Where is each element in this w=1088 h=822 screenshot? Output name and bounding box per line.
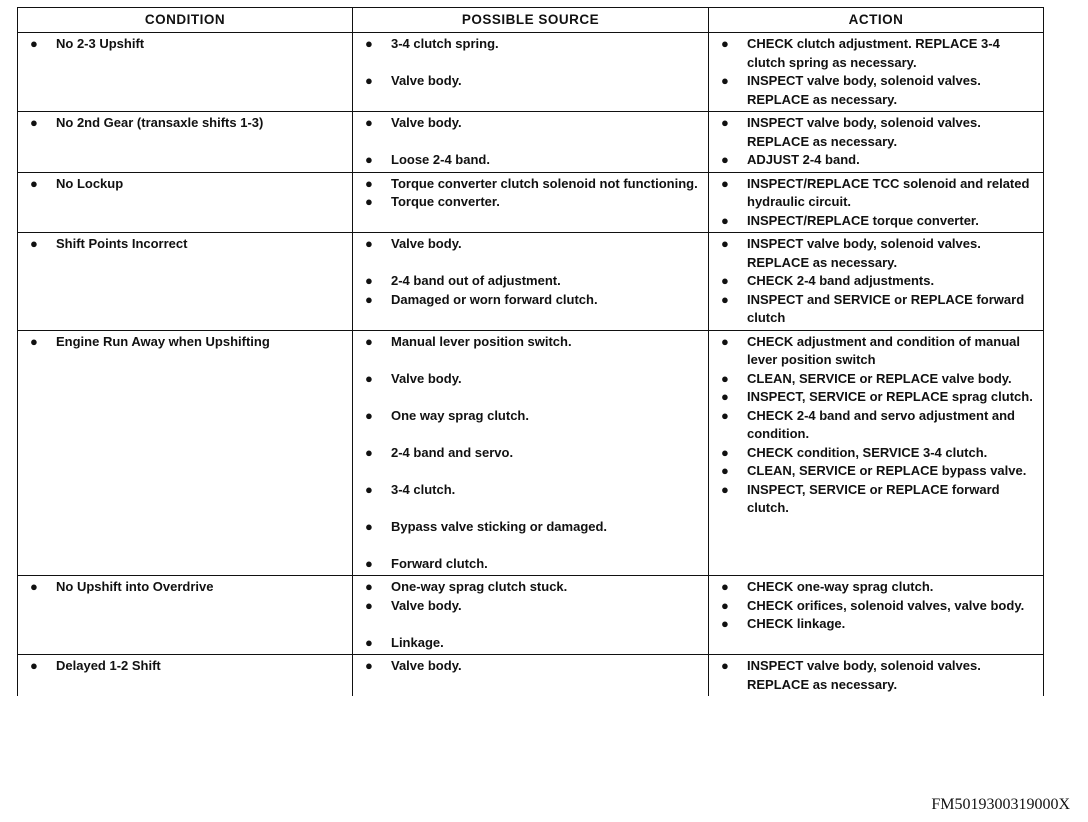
bullet-icon: ● <box>721 333 729 349</box>
action-item <box>721 481 1039 518</box>
table-row <box>18 112 1044 173</box>
bullet-icon: ● <box>721 481 729 497</box>
bullet-icon: ● <box>365 518 373 534</box>
action-text: CHECK linkage. <box>747 616 846 631</box>
condition-item <box>30 235 348 254</box>
condition-cell <box>18 233 353 331</box>
bullet-icon: ● <box>365 444 373 460</box>
action-item <box>721 212 1039 231</box>
bullet-icon: ● <box>721 291 729 307</box>
bullet-icon: ● <box>721 658 729 673</box>
action-text: INSPECT valve body, solenoid valves. REPLACE as necessary. <box>747 115 981 149</box>
source-text: Valve body. <box>391 236 462 251</box>
action-cell <box>709 330 1044 576</box>
condition-item <box>30 657 348 676</box>
source-item <box>365 151 704 170</box>
source-text: Bypass valve sticking or damaged. <box>391 518 608 534</box>
action-item <box>721 272 1039 291</box>
action-cell <box>709 112 1044 173</box>
action-text: INSPECT, SERVICE or REPLACE sprag clutch. <box>747 389 1033 404</box>
source-item <box>365 657 704 676</box>
bullet-icon: ● <box>365 194 373 209</box>
action-text: INSPECT, SERVICE or REPLACE forward clutch. <box>747 481 1000 515</box>
source-text: Torque converter. <box>391 194 500 209</box>
condition-cell <box>18 576 353 655</box>
bullet-icon: ● <box>721 73 729 88</box>
bullet-icon: ● <box>721 444 729 460</box>
action-item <box>721 388 1039 407</box>
spacer <box>365 388 704 407</box>
source-text: Valve body. <box>391 658 462 673</box>
source-text: Damaged or worn forward clutch. <box>391 291 598 307</box>
source-item <box>365 272 704 291</box>
source-item <box>365 634 704 653</box>
source-item <box>365 114 704 133</box>
source-cell <box>353 655 709 697</box>
table-body <box>18 33 1044 697</box>
bullet-icon: ● <box>365 634 373 650</box>
action-item <box>721 151 1039 170</box>
source-text: Valve body. <box>391 115 462 130</box>
spacer <box>365 462 704 481</box>
bullet-icon: ● <box>365 658 373 673</box>
source-cell <box>353 233 709 331</box>
source-cell <box>353 330 709 576</box>
header-condition: CONDITION <box>18 8 353 33</box>
source-item <box>365 407 704 426</box>
table-row <box>18 330 1044 576</box>
bullet-icon: ● <box>365 236 373 251</box>
bullet-icon: ● <box>721 152 729 167</box>
source-text: Manual lever position switch. <box>391 333 572 349</box>
bullet-icon: ● <box>365 555 373 571</box>
source-text: One way sprag clutch. <box>391 407 529 423</box>
action-item <box>721 444 1039 463</box>
source-cell <box>353 172 709 233</box>
spacer <box>365 425 704 444</box>
bullet-icon: ● <box>365 579 373 594</box>
header-possible-source: POSSIBLE SOURCE <box>353 8 709 33</box>
source-text: Torque converter clutch solenoid not functioning. <box>391 175 698 191</box>
condition-item <box>30 114 348 133</box>
action-text: INSPECT valve body, solenoid valves. REPLACE as necessary. <box>747 236 981 270</box>
spacer <box>365 536 704 555</box>
bullet-icon: ● <box>365 36 373 51</box>
source-item <box>365 518 704 537</box>
table-row <box>18 33 1044 112</box>
source-text: Valve body. <box>391 370 462 386</box>
action-item <box>721 615 1039 634</box>
source-item <box>365 481 704 500</box>
table-row <box>18 576 1044 655</box>
bullet-icon: ● <box>721 212 729 228</box>
action-text: INSPECT valve body, solenoid valves. REPLACE as necessary. <box>747 658 981 692</box>
bullet-icon: ● <box>30 333 38 349</box>
source-cell <box>353 576 709 655</box>
action-text: ADJUST 2-4 band. <box>747 152 860 167</box>
source-text: Linkage. <box>391 634 444 650</box>
action-cell <box>709 655 1044 697</box>
source-item <box>365 72 704 91</box>
action-item <box>721 462 1039 481</box>
bullet-icon: ● <box>721 236 729 251</box>
bullet-icon: ● <box>30 175 38 191</box>
action-text: CLEAN, SERVICE or REPLACE bypass valve. <box>747 463 1027 478</box>
source-text: 3-4 clutch. <box>391 481 456 497</box>
bullet-icon: ● <box>30 115 38 130</box>
action-item <box>721 578 1039 597</box>
bullet-icon: ● <box>365 370 373 386</box>
source-item <box>365 193 704 212</box>
source-text: Valve body. <box>391 597 462 613</box>
action-item <box>721 370 1039 389</box>
spacer <box>365 499 704 518</box>
source-text: One-way sprag clutch stuck. <box>391 579 568 594</box>
condition-cell <box>18 655 353 697</box>
action-text: CHECK adjustment and condition of manual lever position switch <box>747 333 1021 367</box>
bullet-icon: ● <box>365 291 373 307</box>
bullet-icon: ● <box>721 115 729 130</box>
bullet-icon: ● <box>721 273 729 288</box>
action-item <box>721 235 1039 272</box>
condition-text: No 2-3 Upshift <box>56 36 145 51</box>
bullet-icon: ● <box>365 175 373 191</box>
source-text: Valve body. <box>391 73 462 88</box>
source-item <box>365 235 704 254</box>
source-item <box>365 175 704 194</box>
condition-item <box>30 175 348 194</box>
action-text: CHECK one-way sprag clutch. <box>747 579 934 594</box>
action-item <box>721 657 1039 694</box>
action-item <box>721 291 1039 328</box>
condition-text: No Upshift into Overdrive <box>56 579 214 594</box>
bullet-icon: ● <box>721 616 729 631</box>
table-row <box>18 655 1044 697</box>
bullet-icon: ● <box>30 658 38 673</box>
figure-id: FM5019300319000X <box>931 796 1070 813</box>
condition-cell <box>18 112 353 173</box>
action-text: CHECK 2-4 band and servo adjustment and condition. <box>747 407 1015 441</box>
condition-text: No 2nd Gear (transaxle shifts 1-3) <box>56 115 264 130</box>
action-cell <box>709 33 1044 112</box>
condition-item <box>30 578 348 597</box>
source-item <box>365 370 704 389</box>
bullet-icon: ● <box>365 481 373 497</box>
action-cell <box>709 172 1044 233</box>
bullet-icon: ● <box>30 579 38 594</box>
source-cell <box>353 112 709 173</box>
table-row <box>18 172 1044 233</box>
bullet-icon: ● <box>721 175 729 191</box>
action-item <box>721 35 1039 72</box>
condition-cell <box>18 330 353 576</box>
source-text: 3-4 clutch spring. <box>391 36 499 51</box>
source-cell <box>353 33 709 112</box>
bullet-icon: ● <box>721 36 729 51</box>
action-item <box>721 407 1039 444</box>
spacer <box>365 254 704 273</box>
spacer <box>365 351 704 370</box>
action-item <box>721 597 1039 616</box>
bullet-icon: ● <box>721 463 729 478</box>
action-item <box>721 114 1039 151</box>
action-text: CHECK condition, SERVICE 3-4 clutch. <box>747 444 988 460</box>
condition-text: Engine Run Away when Upshifting <box>56 333 270 349</box>
source-item <box>365 333 704 352</box>
source-text: Loose 2-4 band. <box>391 152 490 167</box>
spacer <box>365 54 704 73</box>
source-text: 2-4 band and servo. <box>391 444 514 460</box>
source-text: 2-4 band out of adjustment. <box>391 273 561 288</box>
spacer <box>365 133 704 152</box>
action-text: INSPECT valve body, solenoid valves. REPLACE as necessary. <box>747 73 981 107</box>
bullet-icon: ● <box>365 407 373 423</box>
header-row <box>18 8 1044 33</box>
table-row <box>18 233 1044 331</box>
action-cell <box>709 576 1044 655</box>
condition-text: Shift Points Incorrect <box>56 236 188 251</box>
header-action: ACTION <box>709 8 1044 33</box>
condition-text: No Lockup <box>56 175 124 191</box>
action-cell <box>709 233 1044 331</box>
source-item <box>365 291 704 310</box>
bullet-icon: ● <box>365 73 373 88</box>
bullet-icon: ● <box>721 407 729 423</box>
condition-cell <box>18 33 353 112</box>
action-text: INSPECT/REPLACE TCC solenoid and related hydraulic circuit. <box>747 175 1030 209</box>
bullet-icon: ● <box>30 236 38 251</box>
bullet-icon: ● <box>365 333 373 349</box>
condition-text: Delayed 1-2 Shift <box>56 658 161 673</box>
bullet-icon: ● <box>365 597 373 613</box>
diagnosis-table <box>17 7 1044 696</box>
bullet-icon: ● <box>30 36 38 51</box>
source-text: Forward clutch. <box>391 555 488 571</box>
bullet-icon: ● <box>365 115 373 130</box>
action-text: CHECK 2-4 band adjustments. <box>747 273 935 288</box>
bullet-icon: ● <box>365 152 373 167</box>
condition-item <box>30 35 348 54</box>
bullet-icon: ● <box>721 597 729 613</box>
action-text: CHECK orifices, solenoid valves, valve body. <box>747 597 1025 613</box>
source-item <box>365 555 704 574</box>
spacer <box>365 615 704 634</box>
action-item <box>721 72 1039 109</box>
source-item <box>365 35 704 54</box>
source-item <box>365 578 704 597</box>
action-text: INSPECT/REPLACE torque converter. <box>747 212 979 228</box>
action-text: INSPECT and SERVICE or REPLACE forward clutch <box>747 291 1025 325</box>
source-item <box>365 597 704 616</box>
condition-cell <box>18 172 353 233</box>
condition-item <box>30 333 348 352</box>
source-item <box>365 444 704 463</box>
bullet-icon: ● <box>721 370 729 386</box>
action-item <box>721 333 1039 370</box>
action-item <box>721 175 1039 212</box>
bullet-icon: ● <box>365 273 373 288</box>
action-text: CLEAN, SERVICE or REPLACE valve body. <box>747 370 1012 386</box>
bullet-icon: ● <box>721 579 729 594</box>
bullet-icon: ● <box>721 389 729 404</box>
action-text: CHECK clutch adjustment. REPLACE 3-4 clutch spring as necessary. <box>747 36 1000 70</box>
